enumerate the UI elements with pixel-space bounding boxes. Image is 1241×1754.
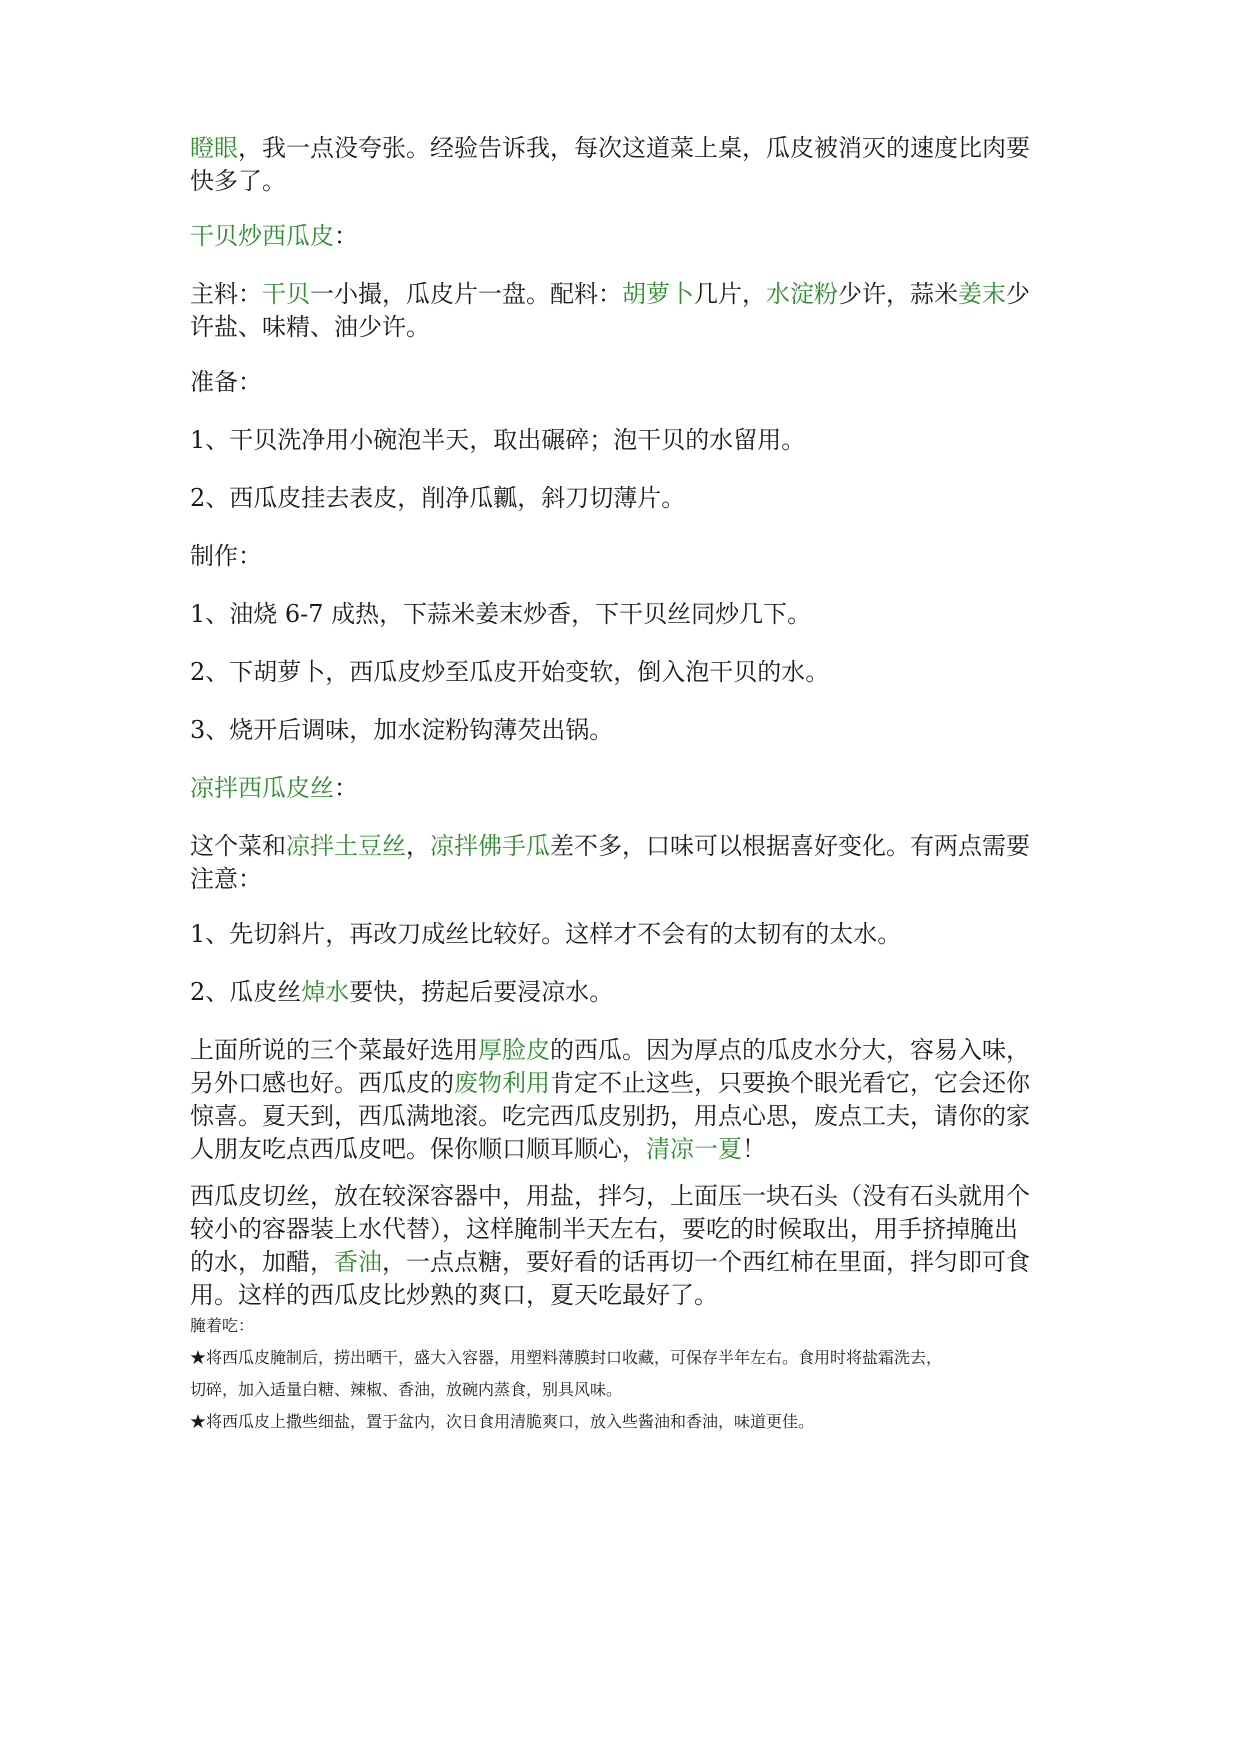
text: 西瓜皮切丝，放在较深容器中，用盐，拌匀，上面压一块石头（没有石头就用个 [190, 1182, 1030, 1210]
text: 另外口感也好。西瓜皮的 [190, 1069, 454, 1097]
text: 许盐、味精、油少许。 [190, 313, 430, 341]
salad-tip-2 [190, 976, 1060, 1009]
link-sesame-oil[interactable]: 香油 [334, 1248, 382, 1276]
text: 少 [1006, 280, 1030, 308]
text: 2、瓜皮丝 [190, 978, 302, 1006]
text: 差不多，口味可以根据喜好变化。有两点需要 [550, 832, 1030, 860]
text: 一小撮，瓜皮片一盘。配料： [310, 280, 622, 308]
cook-step-2: 2、下胡萝卜，西瓜皮炒至瓜皮开始变软，倒入泡干贝的水。 [190, 658, 830, 686]
link-recipe-title[interactable]: 凉拌西瓜皮丝 [190, 774, 334, 802]
text: ★将西瓜皮腌制后，捞出晒干，盛大入容器，用塑料薄膜封口收藏，可保存半年左右。食用时将盐霜洗去， [190, 1348, 943, 1367]
text: 主料： [190, 280, 262, 308]
link-chayote-salad[interactable]: 凉拌佛手瓜 [430, 832, 550, 860]
link-blanch[interactable]: 焯水 [301, 978, 350, 1006]
text: 人朋友吃点西瓜皮吧。保你顺口顺耳顺心， [190, 1135, 646, 1163]
section-title-cold-salad [190, 772, 1060, 805]
text: ，我一点没夸张。经验告诉我，每次这道菜上桌，瓜皮被消灭的速度比肉要 [238, 134, 1030, 162]
text: 注意： [190, 865, 262, 893]
prep-step-1: 1、干贝洗净用小碗泡半天，取出碾碎；泡干贝的水留用。 [190, 426, 806, 454]
summary-paragraph [190, 1034, 1060, 1166]
link-ginger[interactable]: 姜末 [958, 280, 1006, 308]
cook-heading: 制作： [190, 542, 262, 570]
link-dengyan[interactable]: 瞪眼 [190, 134, 238, 162]
text: 惊喜。夏天到，西瓜满地滚。吃完西瓜皮别扔，用点心思，废点工夫，请你的家 [190, 1102, 1030, 1130]
text: ！ [742, 1135, 766, 1163]
text: 的西瓜。因为厚点的瓜皮水分大，容易入味， [550, 1036, 1030, 1064]
link-ganbei[interactable]: 干贝 [262, 280, 310, 308]
marinate-heading: 腌着吃： [190, 1316, 255, 1335]
text: ，一点点糖，要好看的话再切一个西红柿在里面，拌匀即可食 [382, 1248, 1030, 1276]
text: 较小的容器装上水代替），这样腌制半天左右，要吃的时候取出，用手挤掉腌出 [190, 1215, 1018, 1243]
cook-step-1: 1、油烧 6-7 成热，下蒜米姜末炒香，下干贝丝同炒几下。 [190, 600, 812, 628]
link-cool-summer[interactable]: 清凉一夏 [646, 1135, 742, 1163]
link-waste-reuse[interactable]: 废物利用 [454, 1069, 550, 1097]
text: 这个菜和 [190, 832, 286, 860]
text: 快多了。 [190, 167, 286, 195]
text: 肯定不止这些，只要换个眼光看它，它会还你 [550, 1069, 1030, 1097]
salad-tip-1: 1、先切斜片，再改刀成丝比较好。这样才不会有的太韧有的太水。 [190, 920, 902, 948]
text: 少许，蒜米 [838, 280, 958, 308]
link-carrot[interactable]: 胡萝卜 [622, 280, 694, 308]
marinate-tip-2: ★将西瓜皮上撒些细盐，置于盆内，次日食用清脆爽口，放入些酱油和香油，味道更佳。 [190, 1412, 815, 1431]
link-potato-salad[interactable]: 凉拌土豆丝 [286, 832, 406, 860]
text: ， [406, 832, 430, 860]
link-recipe-title[interactable]: 干贝炒西瓜皮 [190, 222, 334, 250]
intro-paragraph [190, 132, 1060, 198]
marinate-tip-1 [190, 1342, 1070, 1406]
prep-heading: 准备： [190, 368, 262, 396]
cook-step-3: 3、烧开后调味，加水淀粉钩薄芡出锅。 [190, 716, 614, 744]
colon: ： [334, 222, 358, 250]
link-thick-skin[interactable]: 厚脸皮 [478, 1036, 550, 1064]
ingredients-paragraph [190, 278, 1060, 344]
colon: ： [334, 774, 358, 802]
text: 切碎，加入适量白糖、辣椒、香油，放碗内蒸食，别具风味。 [190, 1380, 623, 1399]
section-title-dried-scallop [190, 220, 1060, 253]
pickle-paragraph [190, 1180, 1060, 1312]
link-starch[interactable]: 水淀粉 [766, 280, 838, 308]
text: 上面所说的三个菜最好选用 [190, 1036, 478, 1064]
text: 用。这样的西瓜皮比炒熟的爽口，夏天吃最好了。 [190, 1281, 718, 1309]
text: 要快，捞起后要浸凉水。 [349, 978, 614, 1006]
prep-step-2: 2、西瓜皮挂去表皮，削净瓜瓤，斜刀切薄片。 [190, 484, 686, 512]
text: 的水，加醋， [190, 1248, 334, 1276]
text: 几片， [694, 280, 766, 308]
salad-intro-paragraph [190, 830, 1060, 896]
